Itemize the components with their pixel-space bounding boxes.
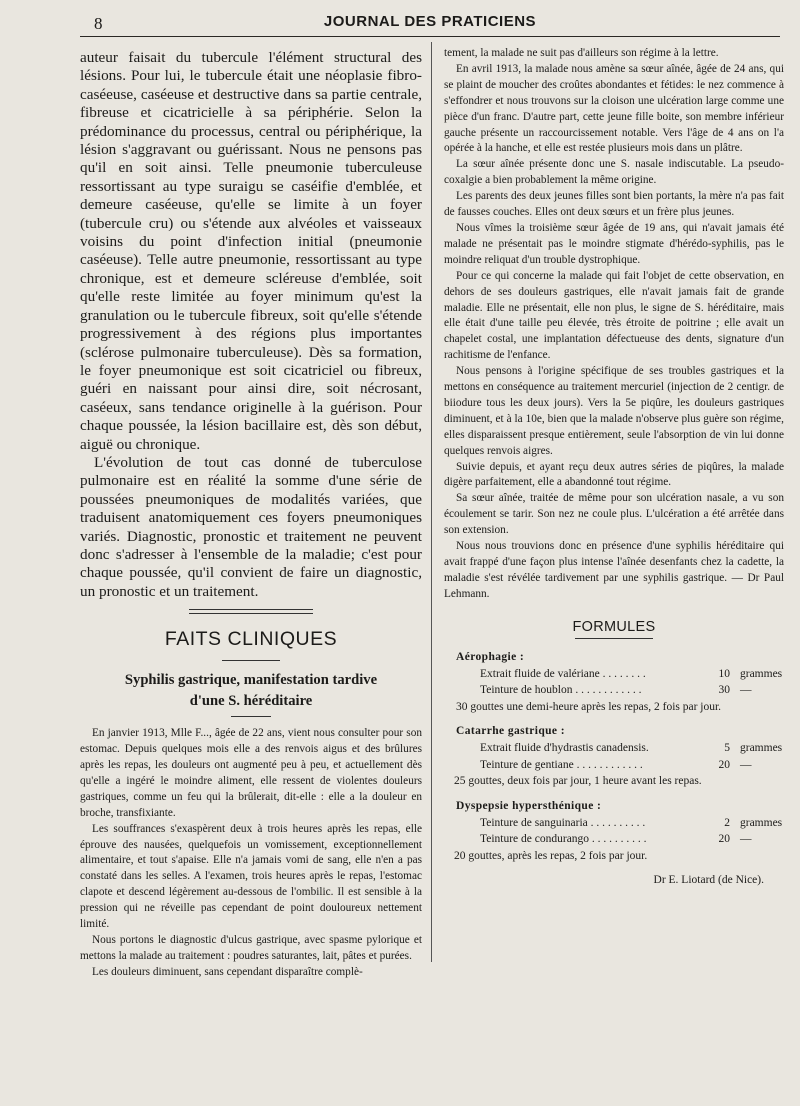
paragraph: Les douleurs diminuent, sans cependant disparaître complè- [92, 965, 363, 978]
formula-heading: Catarrhe gastrique : [456, 725, 565, 738]
ingredient-name: Extrait fluide de valériane . . . . . . . . [480, 667, 646, 680]
title-rule [575, 638, 653, 639]
formula-item [444, 740, 784, 757]
ingredient-qty: 5 [724, 742, 730, 755]
ingredient-qty: 20 [718, 833, 730, 846]
ingredient-unit: grammes [740, 667, 783, 680]
dosage-note: 20 gouttes, après les repas, 2 fois par jour. [454, 849, 648, 862]
author-signature: Dr E. Liotard (de Nice). [653, 874, 764, 887]
tuberculosis-text [80, 49, 422, 601]
page-header [80, 10, 780, 37]
paragraph: Nous pensons à l'origine spécifique de ses troubles gastriques et la mettons en conséquence au traitement mercuriel (injection de 2 centigr. de biiodure tous les deux jours). Vers la 5e piqûre, les douleurs gastriques diminuent, et à la 10e, bien que la malade n'observe plus guère son régime, elles disparaissent presque entièrement, seule l'absorption de vin lui donne quelques renvois aigres. [444, 365, 784, 457]
paragraph: En avril 1913, la malade nous amène sa sœur aînée, âgée de 24 ans, qui se plaint de moucher des croûtes abondantes et fétides: le nez commence à s'effondrer et nous trouvons sur la cloison une ulcération large comme une pièce d'un franc. D'autre part, cette jeune fille boite, son membre inférieur gauche présente un raccourcissement notable. Vers l'âge de 4 ans on l'a opérée à la hanche, et elle est restée plusieurs mois dans un plâtre. [444, 62, 784, 155]
article-title [80, 670, 422, 711]
ingredient-name: Teinture de sanguinaria . . . . . . . . . . [480, 816, 646, 829]
ingredient-name: Extrait fluide d'hydrastis canadensis. [480, 742, 649, 755]
formula-item [444, 682, 784, 699]
paragraph: Suivie depuis, et ayant reçu deux autres séries de piqûres, la malade digère parfaitement, elle a abandonné tout régime. [444, 460, 784, 489]
paragraph: auteur faisait du tubercule l'élément structural des lésions. Pour lui, le tubercule était une néoplasie fibro-caséeuse, caséeuse et destructive dans sa partie centrale, fibreuse et cicatricielle à sa périphérie. Selon la prédominance du processus, central ou périphérique, la lésion s'aggravant ou guérissant. Nous ne pensons pas qu'il en soit ainsi. Telle pneumonie tuberculeuse ressortissant au type suraigu se caséifie d'emblée, et demeure caséeuse, qu'elle se limite à un foyer (tubercule cru) ou s'étende aux alvéoles et vaisseaux voisins du point d'infection initial (pneumonie caséeuse). Telle autre pneumonie, ressortissant au type chronique, est et demeure scléreuse d'emblée, soit qu'elle reste limitée au foyer minimum qu'est la granulation ou le tubercule fibreux, soit qu'elle s'étende progressivement à des régions plus importantes (sclérose pulmonaire tuberculeuse). Dès sa formation, le foyer pneumonique est soit cicatriciel ou fibreux, guéri en naissant pour ainsi dire, soit nécrosant, caséeux, sans tendance originelle à la guérison. Pour chaque poussée, la lésion bacillaire est, dès son début, aiguë ou chronique. [80, 49, 422, 453]
section-separator [189, 609, 313, 614]
formula-block [444, 649, 784, 716]
ingredient-qty: 2 [724, 816, 730, 829]
formula-item [444, 666, 784, 683]
paragraph: Nous vîmes la troisième sœur âgée de 19 ans, qui n'avait jamais été malade ne présentait pas le moindre stigmate d'hérédo-syphilis, pas le moindre reliquat d'un trouble dystrophique. [444, 221, 784, 266]
ingredient-qty: 20 [718, 758, 730, 771]
journal-title: JOURNAL DES PRATICIENS [323, 13, 537, 30]
ingredient-unit: grammes [740, 816, 783, 829]
formula-item [444, 757, 784, 774]
paragraph: Pour ce qui concerne la malade qui fait l'objet de cette observation, en dehors de ses douleurs gastriques, elle n'avait jamais fait de grande maladie. Elle ne présentait, elle non plus, le signe de S. héréditaire, mais elle était d'une taille peu élevée, très étroite de poitrine ; elle avait un chapelet costal, une implantation défectueuse des dents, signature d'un rachitisme de l'enfance. [444, 269, 784, 362]
formula-item [444, 831, 784, 848]
paragraph: Sa sœur aînée, traitée de même pour son ulcération nasale, a vu son écoulement se tarir. Son nez ne coule plus. L'ulcération a été arrêtée dans son extension. [444, 492, 784, 537]
paragraph: La sœur aînée présente donc une S. nasale indiscutable. La pseudo-coxalgie a bien probablement la même origine. [444, 158, 784, 187]
article-continuation [444, 46, 784, 603]
ingredient-unit: — [740, 684, 752, 697]
right-column [444, 46, 784, 886]
column-divider [431, 42, 432, 962]
formula-item [444, 815, 784, 832]
ingredient-qty: 30 [718, 684, 730, 697]
formula-heading: Aérophagie : [456, 650, 525, 663]
ingredient-qty: 10 [718, 667, 730, 680]
title-rule [222, 660, 280, 661]
ingredient-unit: — [740, 758, 752, 771]
paragraph: Nous nous trouvions donc en présence d'une syphilis héréditaire qui avait frappé d'une façon plus intense l'aînée desenfants chez la cadette, la maladie s'est révélée tardivement par une syphilis gastrique. — Dr Paul Lehmann. [444, 540, 784, 600]
ingredient-name: Teinture de gentiane . . . . . . . . . . . . [480, 758, 643, 771]
formula-block [444, 723, 784, 790]
dosage-note: 30 gouttes une demi-heure après les repas, 2 fois par jour. [456, 700, 722, 713]
left-column [80, 49, 422, 981]
formules-title: FORMULES [572, 618, 656, 635]
formula-heading: Dyspepsie hypersthénique : [456, 799, 602, 812]
formula-block [444, 798, 784, 865]
article-body [80, 726, 422, 981]
page-number: 8 [94, 14, 103, 33]
paragraph: tement, la malade ne suit pas d'ailleurs son régime à la lettre. [444, 47, 719, 59]
ingredient-unit: — [740, 833, 752, 846]
paragraph: En janvier 1913, Mlle F..., âgée de 22 ans, vient nous consulter pour son estomac. Depuis quelques mois elle a des renvois aigus et des brûlures après les repas, les douleurs ont augmenté peu à peu, et actuellement dès qu'elle a ingéré le moindre aliment, elle ressent de violentes douleurs gastriques, comme un feu qui la brûlerait, dit-elle : elle a la douleur en broche, transfixiante. [80, 727, 422, 819]
paragraph: L'évolution de tout cas donné de tuberculose pulmonaire est en réalité la somme d'une série de poussées pneumoniques de modalités variées, que traduisent anatomiquement ces foyers pneumoniques variés. Diagnostic, pronostic et traitement ne peuvent donc s'adresser à l'ensemble de la maladie; c'est pour chaque poussée, qu'il convient de faire un diagnostic, un pronostic et un traitement. [80, 453, 422, 600]
ingredient-name: Teinture de condurango . . . . . . . . . . [480, 833, 647, 846]
ingredient-unit: grammes [740, 742, 783, 755]
article-title-line: Syphilis gastrique, manifestation tardive [124, 672, 378, 689]
paragraph: Les parents des deux jeunes filles sont bien portants, la mère n'a pas fait de fausses couches. Elles ont deux sœurs et un frère plus jeunes. [444, 190, 784, 219]
paragraph: Nous portons le diagnostic d'ulcus gastrique, avec spasme pylorique et mettons la malade au traitement : poudres saturantes, lait, pâtes et purées. [80, 933, 422, 962]
dosage-note: 25 gouttes, deux fois par jour, 1 heure avant les repas. [454, 775, 702, 788]
title-rule [231, 716, 271, 717]
ingredient-name: Teinture de houblon . . . . . . . . . . . . [480, 684, 642, 697]
article-title-line: d'une S. héréditaire [189, 692, 313, 709]
section-title: FAITS CLINIQUES [164, 628, 338, 651]
paragraph: Les souffrances s'exaspèrent deux à trois heures après les repas, elle éprouve des nausées, quelquefois un vomissement, exceptionnellement alimentaire, et tout s'apaise. Elle n'a jamais vomi de sang, elle n'en a pas constaté dans les selles. A l'examen, trois heures après le repas, l'estomac clapote et descend légèrement au-dessous de l'ombilic. Il est sensible à la pression qui ne réveille pas cependant de point douloureux nettement limité. [80, 822, 422, 931]
